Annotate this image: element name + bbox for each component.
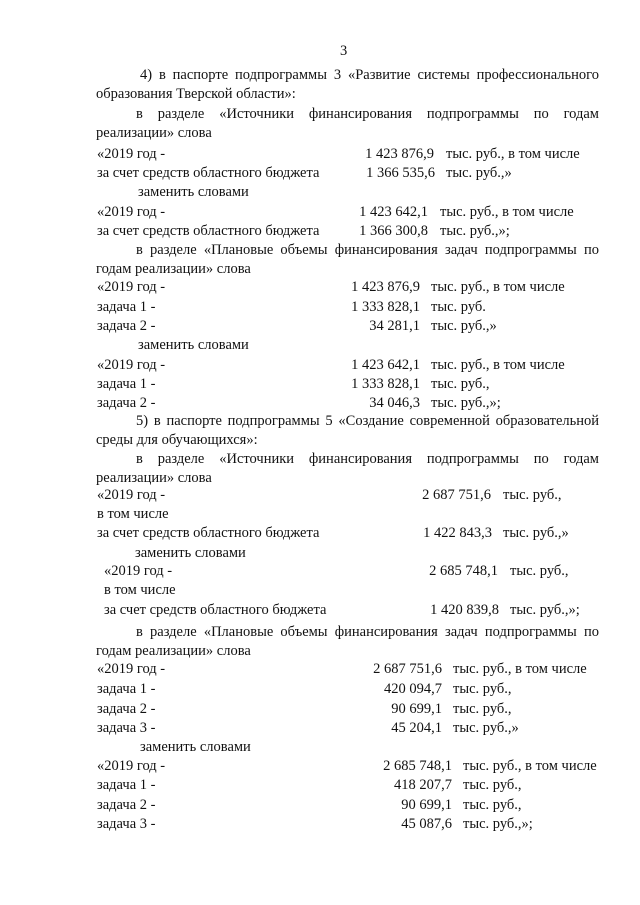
row-value: 1 333 828,1 [351,299,420,315]
row-unit: тыс. руб.,» [503,525,569,541]
row-value: 34 046,3 [369,395,420,411]
amount-row [0,601,640,620]
row-unit: тыс. руб., в том числе [431,279,565,295]
row-value: 2 685 748,1 [429,563,498,579]
continuation-text: в том числе [97,506,169,522]
amount-row [0,356,640,375]
amount-row [0,317,640,336]
row-unit: тыс. руб., [503,487,562,503]
row-label: «2019 год - [97,204,166,220]
text-line [0,738,640,757]
row-value: 90 699,1 [401,797,452,813]
amount-row [0,815,640,834]
row-value: 1 423 876,9 [365,146,434,162]
row-unit: тыс. руб., [431,376,490,392]
row-label: «2019 год - [97,661,166,677]
row-label: за счет средств областного бюджета [97,165,320,181]
row-label: задача 3 - [97,720,156,736]
row-label: «2019 год - [97,758,166,774]
row-label: задача 3 - [97,816,156,832]
row-label: за счет средств областного бюджета [104,602,327,618]
row-unit: тыс. руб.,»; [431,395,501,411]
row-unit: тыс. руб., [453,681,512,697]
paragraph: в разделе «Источники финансирования подпрограммы по годам реализации» слова [96,106,599,141]
paragraph: 4) в паспорте подпрограммы 3 «Развитие системы профессионального образования Тверской области»: [96,67,599,102]
amount-row [0,298,640,317]
amount-row [0,145,640,164]
row-value: 2 685 748,1 [383,758,452,774]
amount-row [0,562,640,581]
text-line [0,336,640,355]
row-label: задача 2 - [97,318,156,334]
row-label: задача 1 - [97,681,156,697]
row-value: 1 333 828,1 [351,376,420,392]
row-label: «2019 год - [97,146,166,162]
row-value: 2 687 751,6 [422,487,491,503]
row-value: 418 207,7 [394,777,452,793]
row-value: 1 423 642,1 [359,204,428,220]
amount-row [0,375,640,394]
row-value: 2 687 751,6 [373,661,442,677]
row-label: задача 2 - [97,395,156,411]
amount-row [0,164,640,183]
amount-row [0,486,640,505]
row-label: за счет средств областного бюджета [97,525,320,541]
row-unit: тыс. руб., в том числе [453,661,587,677]
text-line [0,183,640,202]
row-label: задача 1 - [97,376,156,392]
replace-phrase: заменить словами [135,545,246,561]
row-unit: тыс. руб., [463,777,522,793]
row-value: 1 420 839,8 [430,602,499,618]
row-value: 1 423 876,9 [351,279,420,295]
row-label: «2019 год - [97,487,166,503]
row-unit: тыс. руб., в том числе [431,357,565,373]
row-unit: тыс. руб.,» [446,165,512,181]
row-label: задача 1 - [97,299,156,315]
row-value: 1 366 300,8 [359,223,428,239]
amount-row [0,660,640,679]
row-unit: тыс. руб., в том числе [446,146,580,162]
row-value: 90 699,1 [391,701,442,717]
row-unit: тыс. руб.,» [453,720,519,736]
row-unit: тыс. руб.,»; [510,602,580,618]
text-line [0,544,640,563]
amount-row [0,278,640,297]
replace-phrase: заменить словами [138,184,249,200]
text-line [0,581,640,600]
row-value: 1 366 535,6 [366,165,435,181]
paragraph: в разделе «Плановые объемы финансирования задач подпрограммы по годам реализации» слова [96,624,599,659]
row-unit: тыс. руб., [453,701,512,717]
row-label: задача 2 - [97,797,156,813]
row-value: 34 281,1 [369,318,420,334]
row-value: 1 422 843,3 [423,525,492,541]
row-unit: тыс. руб.,»; [463,816,533,832]
row-unit: тыс. руб. [431,299,486,315]
row-unit: тыс. руб., [463,797,522,813]
amount-row [0,700,640,719]
amount-row [0,222,640,241]
row-label: за счет средств областного бюджета [97,223,320,239]
paragraph: в разделе «Плановые объемы финансирования задач подпрограммы по годам реализации» слова [96,242,599,277]
amount-row [0,524,640,543]
continuation-text: в том числе [104,582,176,598]
row-unit: тыс. руб.,» [431,318,497,334]
amount-row [0,757,640,776]
paragraph: 5) в паспорте подпрограммы 5 «Создание современной образовательной среды для обучающихся»: [96,413,599,448]
row-value: 45 204,1 [391,720,442,736]
page-number: 3 [340,43,348,59]
row-value: 420 094,7 [384,681,442,697]
amount-row [0,680,640,699]
row-label: задача 2 - [97,701,156,717]
amount-row [0,719,640,738]
replace-phrase: заменить словами [140,739,251,755]
replace-phrase: заменить словами [138,337,249,353]
row-label: «2019 год - [97,279,166,295]
row-label: «2019 год - [104,563,173,579]
amount-row [0,394,640,413]
amount-row [0,796,640,815]
row-unit: тыс. руб., в том числе [463,758,597,774]
amount-row [0,203,640,222]
row-unit: тыс. руб., [510,563,569,579]
row-value: 45 087,6 [401,816,452,832]
amount-row [0,776,640,795]
row-unit: тыс. руб.,»; [440,223,510,239]
row-label: «2019 год - [97,357,166,373]
row-unit: тыс. руб., в том числе [440,204,574,220]
text-line [0,505,640,524]
paragraph: в разделе «Источники финансирования подпрограммы по годам реализации» слова [96,451,599,486]
row-label: задача 1 - [97,777,156,793]
row-value: 1 423 642,1 [351,357,420,373]
